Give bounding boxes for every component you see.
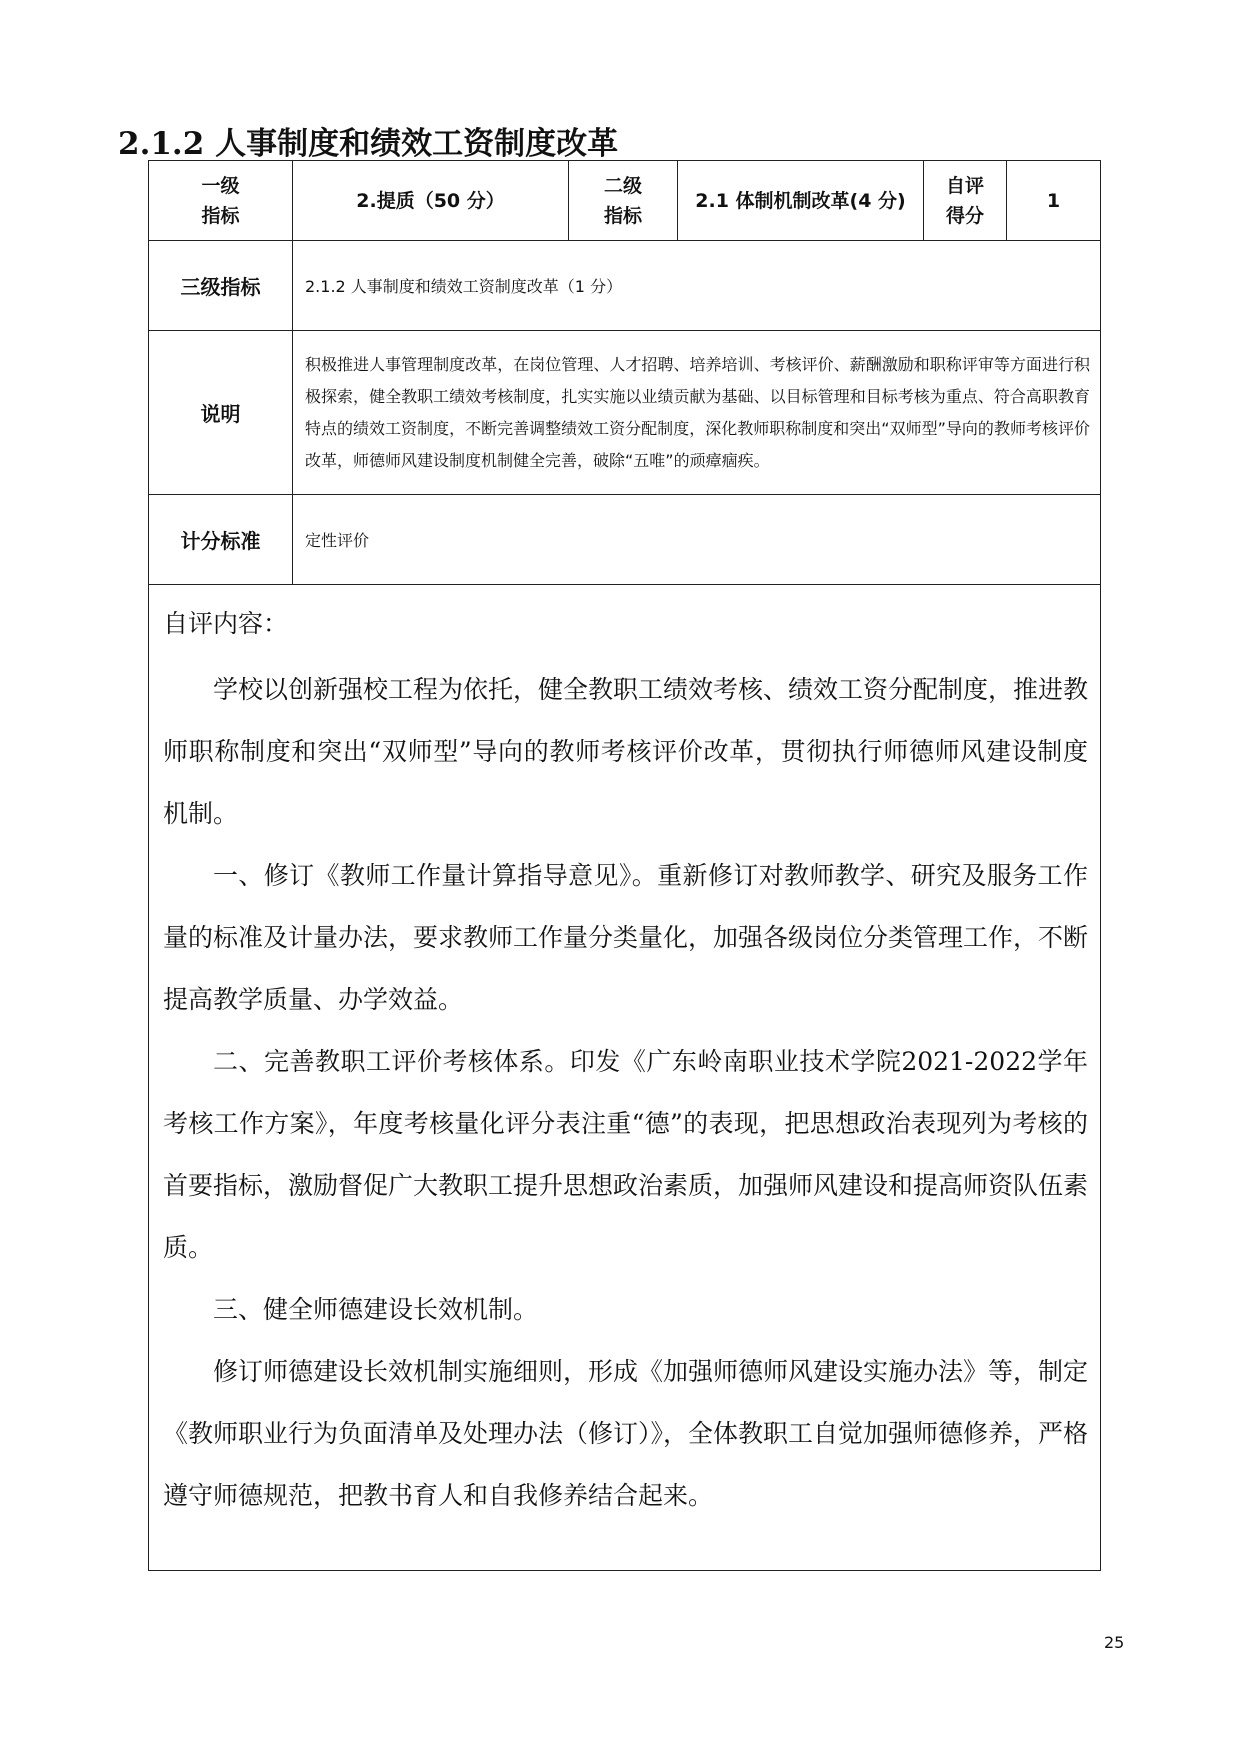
scoring-label: 计分标准 [149,495,293,585]
scoring-row [149,495,1101,585]
self-eval-paragraph: 二、完善教职工评价考核体系。印发《广东岭南职业技术学院2021-2022学年考核工作方案》，年度考核量化评分表注重“德”的表现，把思想政治表现列为考核的首要指标，激励督促广大教职工提升思想政治素质，加强师风建设和提高师资队伍素质。 [163,1047,1089,1262]
level2-label-text: 二级 指标 [603,174,642,227]
self-eval-paragraph: 三、健全师德建设长效机制。 [213,1295,539,1324]
self-eval-paragraph: 一、修订《教师工作量计算指导意见》。重新修订对教师教学、研究及服务工作量的标准及计量办法，要求教师工作量分类量化，加强各级岗位分类管理工作，不断提高教学质量、办学效益。 [163,861,1089,1014]
level1-value: 2.提质（50 分） [293,161,569,241]
description-label: 说明 [149,331,293,495]
section-heading: 2.1.2 人事制度和绩效工资制度改革 [118,126,619,162]
self-score-label-text: 自评 得分 [945,174,984,227]
level1-label-text: 一级 指标 [201,174,240,227]
description-value: 积极推进人事管理制度改革，在岗位管理、人才招聘、培养培训、考核评价、薪酬激励和职称评审等方面进行积极探索，健全教职工绩效考核制度，扎实实施以业绩贡献为基础、以目标管理和目标考核为重点、符合高职教育特点的绩效工资制度，不断完善调整绩效工资分配制度，深化教师职称制度和突出“双师型”导向的教师考核评价改革，师德师风建设制度机制健全完善，破除“五唯”的顽瘴痼疾。 [293,331,1101,495]
self-eval-title: 自评内容： [163,609,289,638]
self-score-label [924,161,1007,241]
self-eval-content [149,585,1101,1571]
description-row [149,331,1101,495]
level3-row [149,241,1101,331]
level3-value: 2.1.2 人事制度和绩效工资制度改革（1 分） [293,241,1101,331]
self-eval-paragraph: 学校以创新强校工程为依托，健全教职工绩效考核、绩效工资分配制度，推进教师职称制度和突出“双师型”导向的教师考核评价改革，贯彻执行师德师风建设制度机制。 [163,675,1089,828]
self-eval-row [149,585,1101,1571]
level3-label: 三级指标 [149,241,293,331]
level2-label [569,161,678,241]
evaluation-table [148,160,1101,1571]
self-score-value: 1 [1007,161,1101,241]
scoring-value: 定性评价 [293,495,1101,585]
level2-value: 2.1 体制机制改革(4 分) [678,161,924,241]
page-number: 25 [1104,1633,1125,1652]
level1-label [149,161,293,241]
header-row [149,161,1101,241]
self-eval-paragraph: 修订师德建设长效机制实施细则，形成《加强师德师风建设实施办法》等，制定《教师职业行为负面清单及处理办法（修订）》，全体教职工自觉加强师德修养，严格遵守师德规范，把教书育人和自我修养结合起来。 [163,1357,1089,1510]
